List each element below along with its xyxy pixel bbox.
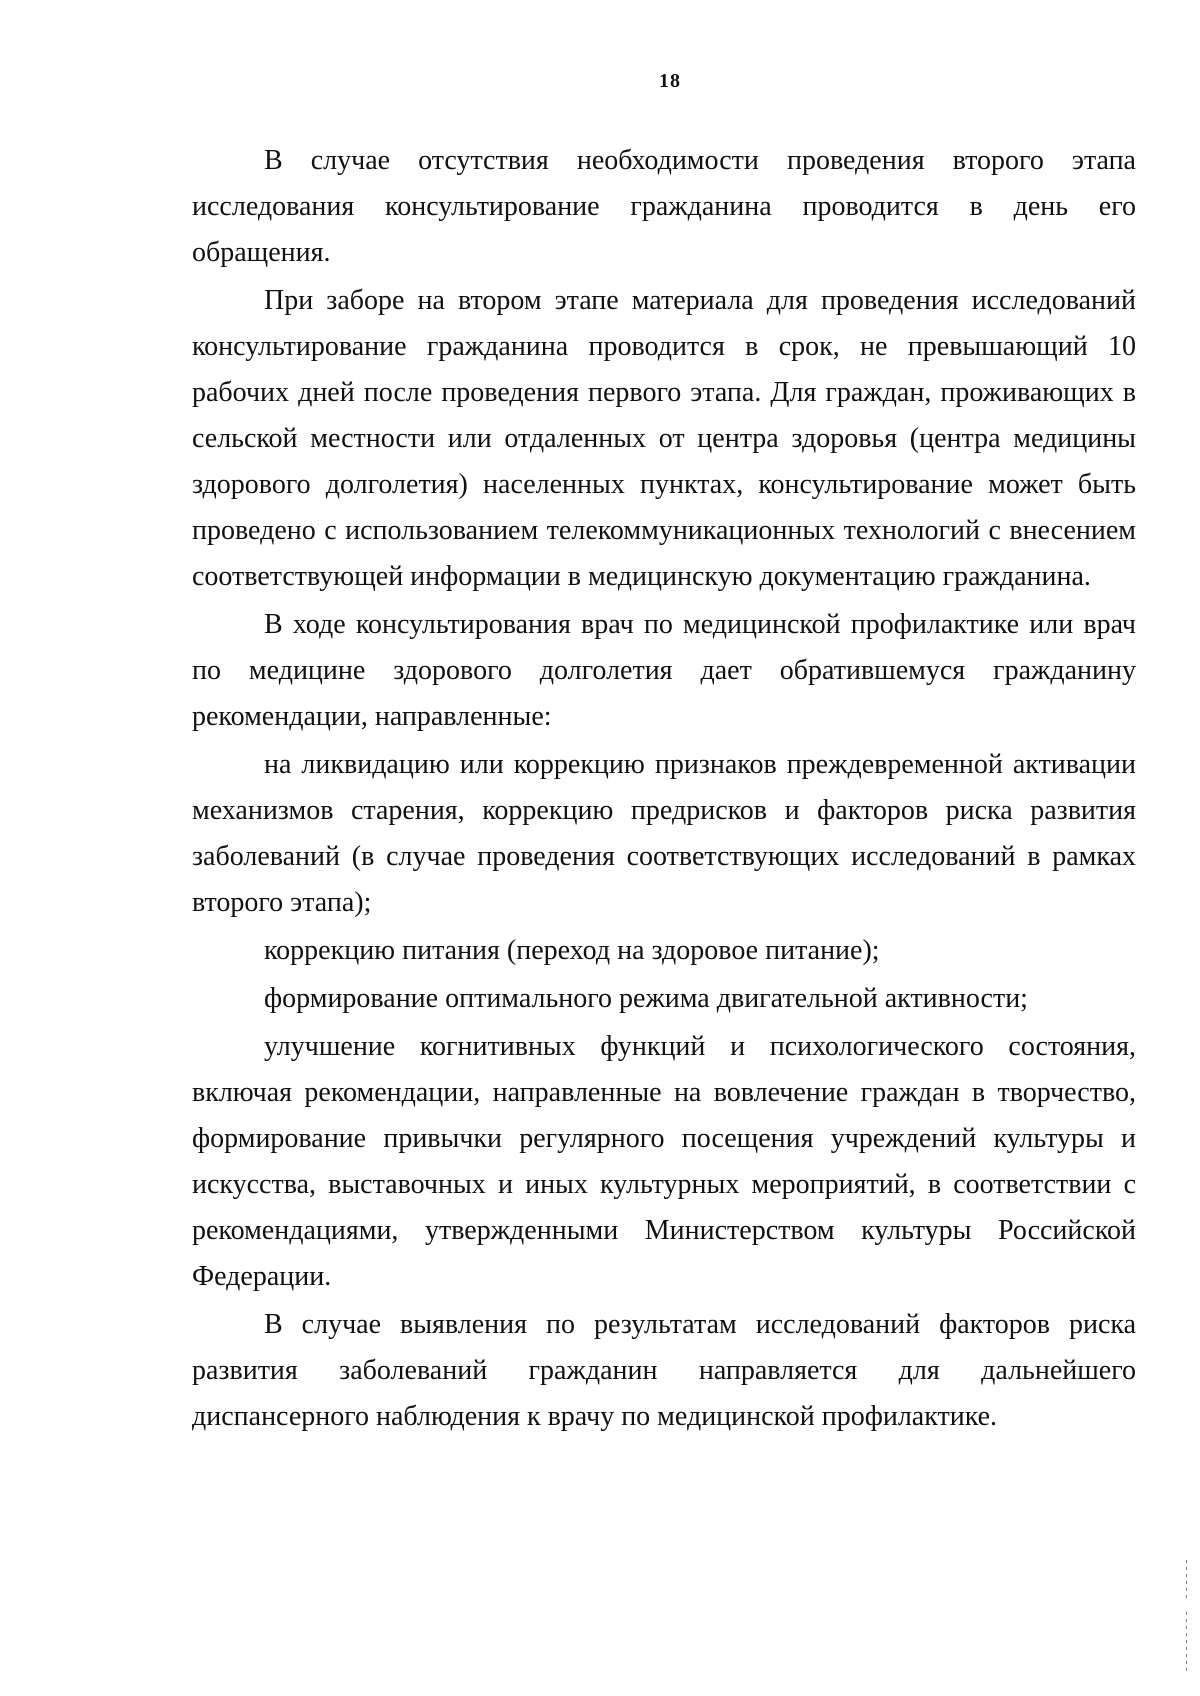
page-number: 18: [659, 70, 681, 92]
document-body: [192, 138, 1136, 1440]
list-item-physical-activity: формирование оптимального режима двигательной активности;: [264, 983, 1028, 1014]
list-item-cognitive-functions: улучшение когнитивных функций и психологического состояния, включая рекомендации, направленные на вовлечение граждан в творчество, формирование привычки регулярного посещения учреждений культуры и искусства, выставочных и иных культурных мероприятий, в соответствии с рекомендациями, утвержденными Министерством культуры Российской Федерации.: [192, 1031, 1136, 1292]
paragraph-doctor-recommendations: В ходе консультирования врач по медицинской профилактике или врач по медицине здорового долголетия дает обратившемуся гражданину рекомендации, направленные:: [192, 609, 1136, 732]
list-item-nutrition: коррекцию питания (переход на здоровое питание);: [264, 935, 880, 966]
list-item-aging-correction: на ликвидацию или коррекцию признаков преждевременной активации механизмов старения, коррекцию предрисков и факторов риска развития заболеваний (в случае проведения соответствующих исследований в рамках второго этапа);: [192, 749, 1136, 918]
scan-margin-mark: [1186, 1612, 1187, 1672]
paragraph-consultation-same-day: В случае отсутствия необходимости проведения второго этапа исследования консультирование гражданина проводится в день его обращения.: [192, 145, 1136, 268]
scan-margin-mark: [1186, 1560, 1187, 1600]
paragraph-risk-factors-referral: В случае выявления по результатам исследований факторов риска развития заболеваний гражданин направляется для дальнейшего диспансерного наблюдения к врачу по медицинской профилактике.: [192, 1309, 1136, 1432]
paragraph-second-stage-consultation: При заборе на втором этапе материала для проведения исследований консультирование гражданина проводится в срок, не превышающий 10 рабочих дней после проведения первого этапа. Для граждан, проживающих в сельской местности или отдаленных от центра здоровья (центра медицины здорового долголетия) населенных пунктах, консультирование может быть проведено с использованием телекоммуникационных технологий с внесением соответствующей информации в медицинскую документацию гражданина.: [192, 285, 1136, 592]
